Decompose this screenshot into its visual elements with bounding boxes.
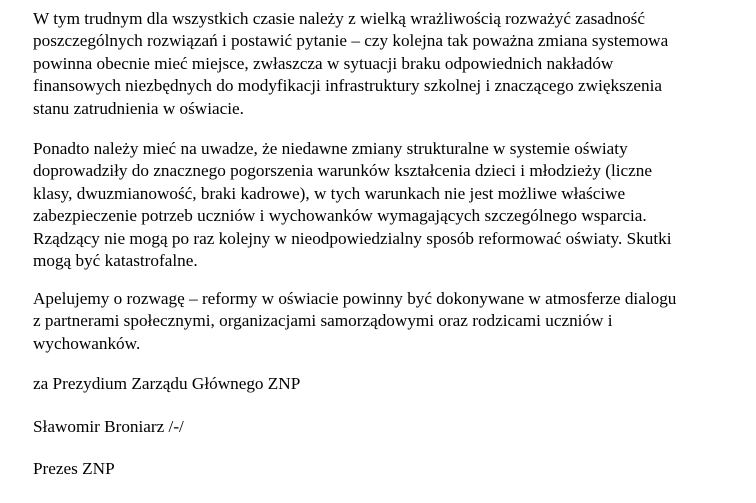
text-line: Rządzący nie mogą po raz kolejny w nieodpowiedzialny sposób reformować oświaty. Skutki (33, 228, 672, 248)
text-line: klasy, dwuzmianowość, braki kadrowe), w tych warunkach nie jest możliwe właściwe (33, 183, 626, 203)
text-line: powinna obecnie mieć miejsce, zwłaszcza w sytuacji braku odpowiednich nakładów (33, 53, 614, 73)
text-line: mogą być katastrofalne. (33, 251, 198, 271)
signature-name (33, 416, 733, 438)
text-line: finansowych niezbędnych do modyfikacji infrastruktury szkolnej i znaczącego zwiększenia (33, 76, 663, 96)
signature-on-behalf (33, 373, 733, 395)
text-line: W tym trudnym dla wszystkich czasie należy z wielką wrażliwością rozważyć zasadność (33, 9, 645, 28)
text-line: stanu zatrudnienia w oświacie. (33, 98, 244, 118)
text-line: doprowadziły do znacznego pogorszenia warunków kształcenia dzieci i młodzieży (liczne (33, 161, 652, 181)
signature-role (33, 458, 733, 480)
signature-on-behalf-text: za Prezydium Zarządu Głównego ZNP (33, 374, 301, 393)
text-line: zabezpieczenie potrzeb uczniów i wychowanków wymagających szczególnego wsparcia. (33, 206, 647, 226)
text-line: z partnerami społecznymi, organizacjami samorządowymi oraz rodzicami uczniów i (33, 311, 613, 331)
text-line: Ponadto należy mieć na uwadze, że niedawne zmiany strukturalne w systemie oświaty (33, 139, 628, 158)
signature-role-text: Prezes ZNP (33, 459, 115, 478)
signature-name-text: Sławomir Broniarz /-/ (33, 417, 184, 436)
text-line: Apelujemy o rozwagę – reformy w oświacie powinny być dokonywane w atmosferze dialogu (33, 289, 677, 308)
paragraph-3 (33, 288, 733, 355)
text-line: wychowanków. (33, 333, 141, 353)
paragraph-1 (33, 8, 733, 120)
text-line: poszczególnych rozwiązań i postawić pytanie – czy kolejna tak poważna zmiana systemowa (33, 31, 669, 51)
paragraph-2 (33, 138, 733, 272)
